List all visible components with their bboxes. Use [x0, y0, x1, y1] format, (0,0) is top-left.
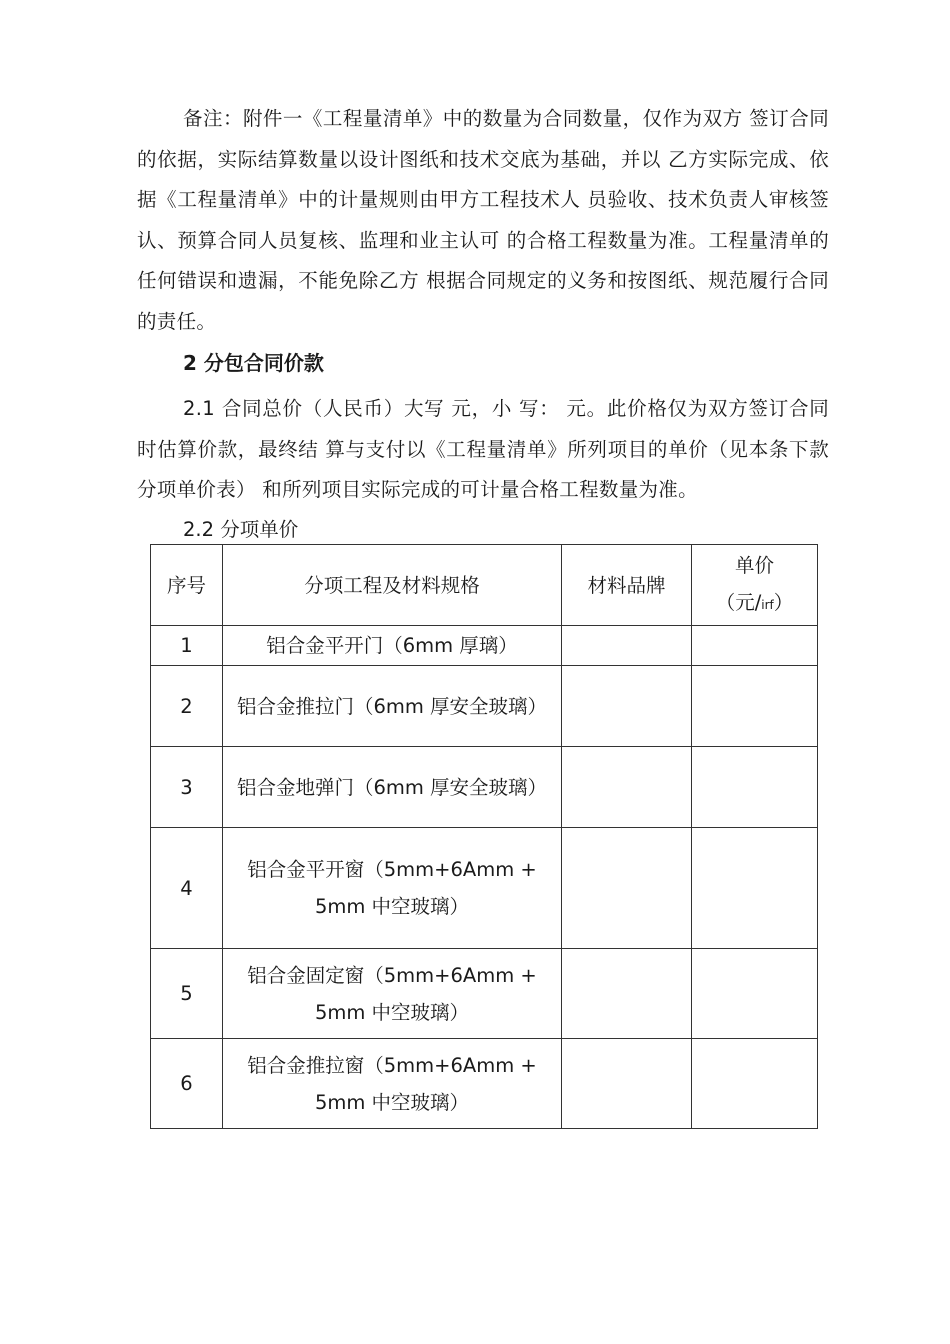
header-price-unit-open: （元/	[715, 590, 762, 614]
cell-no: 1	[151, 626, 223, 666]
cell-spec: 铝合金固定窗（5mm+6Amm + 5mm 中空玻璃）	[223, 949, 562, 1039]
cell-spec: 铝合金推拉窗（5mm+6Amm + 5mm 中空玻璃）	[223, 1039, 562, 1129]
cell-price	[692, 828, 818, 949]
section-heading: 2 分包合同价款	[183, 351, 324, 375]
header-price	[692, 545, 818, 626]
header-price-label: 单价	[734, 553, 774, 577]
header-price-unit-close: ）	[773, 590, 794, 614]
cell-spec: 铝合金推拉门（6mm 厚安全玻璃）	[223, 666, 562, 747]
header-spec: 分项工程及材料规格	[223, 545, 562, 626]
cell-spec: 铝合金平开门（6mm 厚璃）	[223, 626, 562, 666]
unit-price-subheading: 2.2 分项单价	[183, 518, 299, 541]
table-row	[151, 666, 818, 747]
header-price-unit	[700, 584, 809, 624]
cell-no: 3	[151, 747, 223, 828]
cell-brand	[562, 828, 692, 949]
table-row	[151, 1039, 818, 1129]
table-row	[151, 747, 818, 828]
cell-no: 4	[151, 828, 223, 949]
cell-price	[692, 666, 818, 747]
cell-brand	[562, 747, 692, 828]
remark-paragraph: 备注：附件一《工程量清单》中的数量为合同数量，仅作为双方 签订合同的依据，实际结算数量以设计图纸和技术交底为基础，并以 乙方实际完成、依据《工程量清单》中的计量规则由甲方工程技术人 员验收、技术负责人审核签认、预算合同人员复核、监理和业主认可 的合格工程数量为准。工程量清单的任何错误和遗漏，不能免除乙方 根据合同规定的义务和按图纸、规范履行合同的责任。	[137, 107, 829, 333]
cell-no: 6	[151, 1039, 223, 1129]
header-brand: 材料品牌	[562, 545, 692, 626]
cell-brand	[562, 949, 692, 1039]
cell-price	[692, 1039, 818, 1129]
cell-price	[692, 949, 818, 1039]
cell-spec: 铝合金地弹门（6mm 厚安全玻璃）	[223, 747, 562, 828]
table-row	[151, 626, 818, 666]
cell-brand	[562, 1039, 692, 1129]
table-row	[151, 949, 818, 1039]
contract-price-paragraph: 2.1 合同总价（人民币）大写 元，小 写： 元。此价格仅为双方签订合同时估算价款，最终结 算与支付以《工程量清单》所列项目的单价（见本条下款分项单价表） 和所列项目实际完成的可计量合格工程数量为准。	[137, 397, 829, 501]
table-row	[151, 828, 818, 949]
cell-brand	[562, 626, 692, 666]
header-no: 序号	[151, 545, 223, 626]
table-header-row	[151, 545, 818, 626]
unit-price-table	[150, 544, 818, 1129]
cell-price	[692, 747, 818, 828]
header-price-unit-symbol: irf	[761, 597, 774, 612]
cell-price	[692, 626, 818, 666]
cell-no: 2	[151, 666, 223, 747]
cell-no: 5	[151, 949, 223, 1039]
cell-brand	[562, 666, 692, 747]
cell-spec: 铝合金平开窗（5mm+6Amm + 5mm 中空玻璃）	[223, 828, 562, 949]
